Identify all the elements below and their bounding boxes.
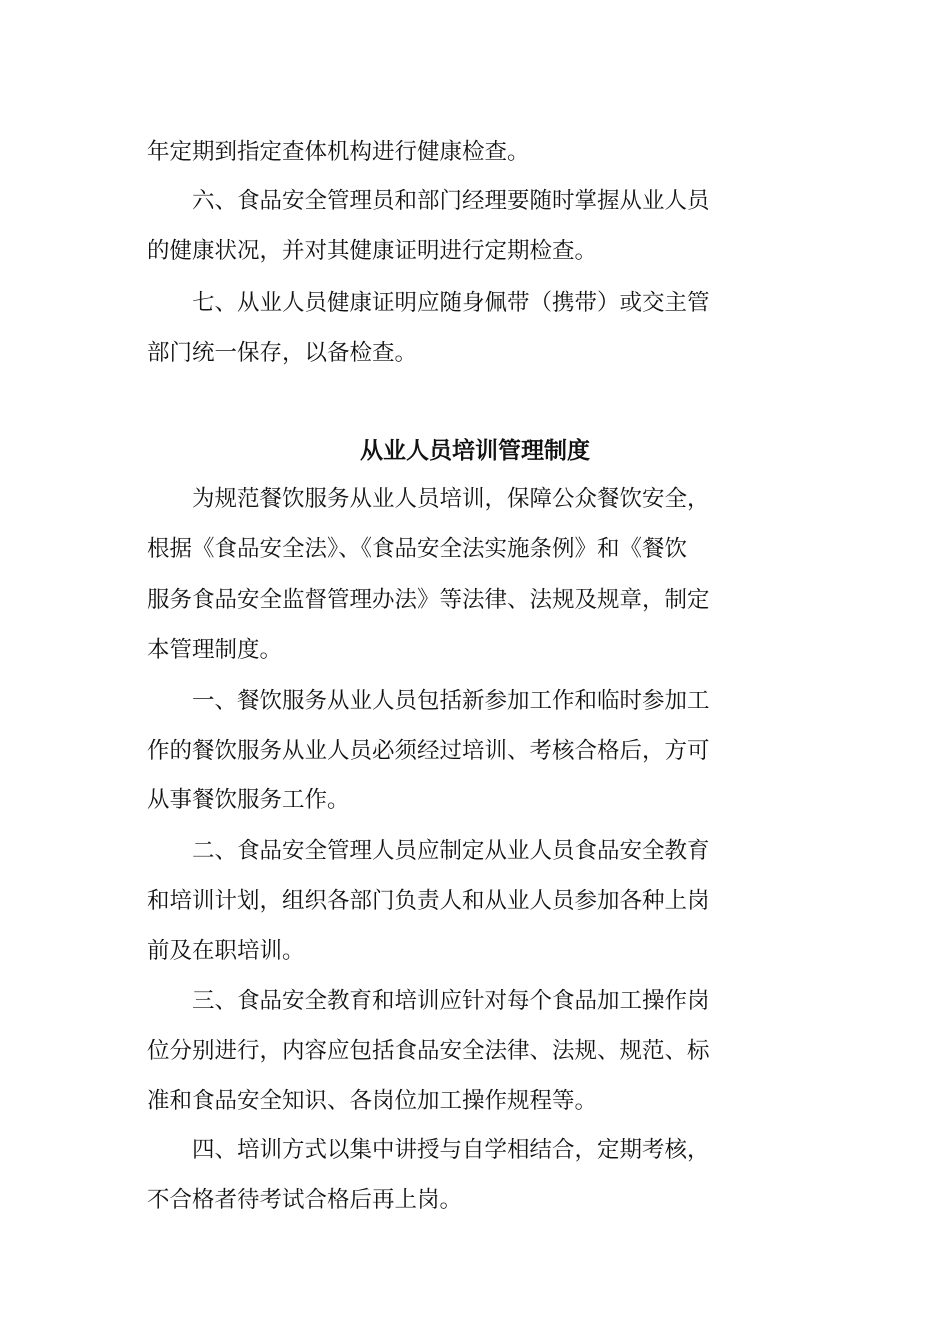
- paragraph-line: 七、从业人员健康证明应随身佩带（携带）或交主管: [147, 290, 710, 316]
- paragraph-line: 位分别进行，内容应包括食品安全法律、法规、规范、标: [147, 1038, 710, 1064]
- paragraph-line: 作的餐饮服务从业人员必须经过培训、考核合格后，方可: [147, 738, 710, 764]
- paragraph-line: 从事餐饮服务工作。: [147, 787, 350, 813]
- paragraph-line: 三、食品安全教育和培训应针对每个食品加工操作岗: [147, 988, 710, 1014]
- paragraph-line: 年定期到指定查体机构进行健康检查。: [147, 139, 530, 165]
- paragraph-line: 一、餐饮服务从业人员包括新参加工作和临时参加工: [147, 688, 710, 714]
- paragraph-line: 和培训计划，组织各部门负责人和从业人员参加各种上岗: [147, 888, 710, 914]
- section-title: 从业人员培训管理制度: [360, 438, 590, 464]
- paragraph-line: 根据《食品安全法》、《食品安全法实施条例》和《餐饮: [147, 536, 688, 562]
- paragraph-line: 四、培训方式以集中讲授与自学相结合，定期考核，: [147, 1137, 710, 1163]
- paragraph-line: 为规范餐饮服务从业人员培训，保障公众餐饮安全，: [147, 486, 710, 512]
- paragraph-line: 本管理制度。: [147, 637, 283, 663]
- paragraph-line: 部门统一保存，以备检查。: [147, 340, 418, 366]
- paragraph-line: 不合格者待考试合格后再上岗。: [147, 1187, 463, 1213]
- paragraph-line: 准和食品安全知识、各岗位加工操作规程等。: [147, 1088, 598, 1114]
- paragraph-line: 二、食品安全管理人员应制定从业人员食品安全教育: [147, 838, 710, 864]
- paragraph-line: 前及在职培训。: [147, 938, 305, 964]
- paragraph-line: 六、食品安全管理员和部门经理要随时掌握从业人员: [147, 188, 710, 214]
- paragraph-line: 服务食品安全监督管理办法》等法律、法规及规章，制定: [147, 587, 710, 613]
- paragraph-line: 的健康状况，并对其健康证明进行定期检查。: [147, 238, 598, 264]
